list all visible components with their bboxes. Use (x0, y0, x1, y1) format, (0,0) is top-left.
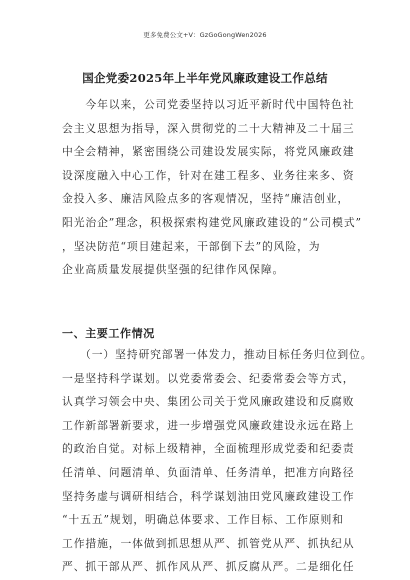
intro-text-line: 今年以来，公司党委坚持以习近平新时代中国特色社 (62, 98, 355, 111)
section-text-line: 的政治自觉。对标上级精神，全面梳理形成党委和纪委责 (62, 442, 355, 456)
intro-paragraph (62, 93, 362, 282)
section-paragraph (62, 343, 373, 579)
section-text-line: 任清单、问题清单、负面清单、任务清单，把准方向路径 (62, 465, 355, 479)
intro-text-line: 阳光治企”理念，积极探索构建党风廉政建设的“公司模式” (62, 215, 362, 229)
section-heading: 一、主要工作情况 (62, 327, 155, 340)
section-text-line: （一）坚持研究部署一体发力，推动目标任务归位到位。 (62, 348, 373, 361)
intro-text-line: 会主义思想为指导，深入贯彻党的二十大精神及二十届三 (62, 121, 355, 135)
section-text-line: 坚持务虚与调研相结合，科学谋划油田党风廉政建设工作 (62, 489, 355, 503)
section-text-line: 工作新部署新要求，进一步增强党风廉政建设永远在路上 (62, 418, 355, 432)
intro-text-line: 金投入多、廉洁风险点多的客观情况，坚持“廉洁创业， (62, 192, 350, 206)
section-text-line: 认真学习领会中央、集团公司关于党风廉政建设和反腐败 (62, 395, 355, 409)
section-text-line: 工作措施，一体做到抓思想从严、抓管党从严、抓执纪从 (62, 536, 355, 550)
intro-text-line: 企业高质量发展提供坚强的纪律作风保障。 (62, 263, 285, 277)
section-text-line: “十五五”规划，明确总体要求、工作目标、工作原则和 (62, 513, 344, 527)
section-text-line: 一是坚持科学谋划。以党委常委会、纪委常委会等方式， (62, 371, 355, 385)
intro-text-line: 设深度融入中心工作，针对在建工程多、业务往来多、资 (62, 168, 355, 182)
watermark-text: 更多免费公文+V：GzGoGongWen2026 (143, 31, 267, 39)
section-text-line: 严、抓干部从严、抓作风从严、抓反腐从严。二是细化任 (62, 560, 355, 574)
intro-text-line: ，坚决防范“项目建起来，干部倒下去”的风险，为 (62, 239, 321, 253)
intro-text-line: 中全会精神，紧密围绕公司建设发展实际，将党风廉政建 (62, 145, 355, 159)
document-title: 国企党委2025年上半年党风廉政建设工作总结 (82, 71, 328, 85)
